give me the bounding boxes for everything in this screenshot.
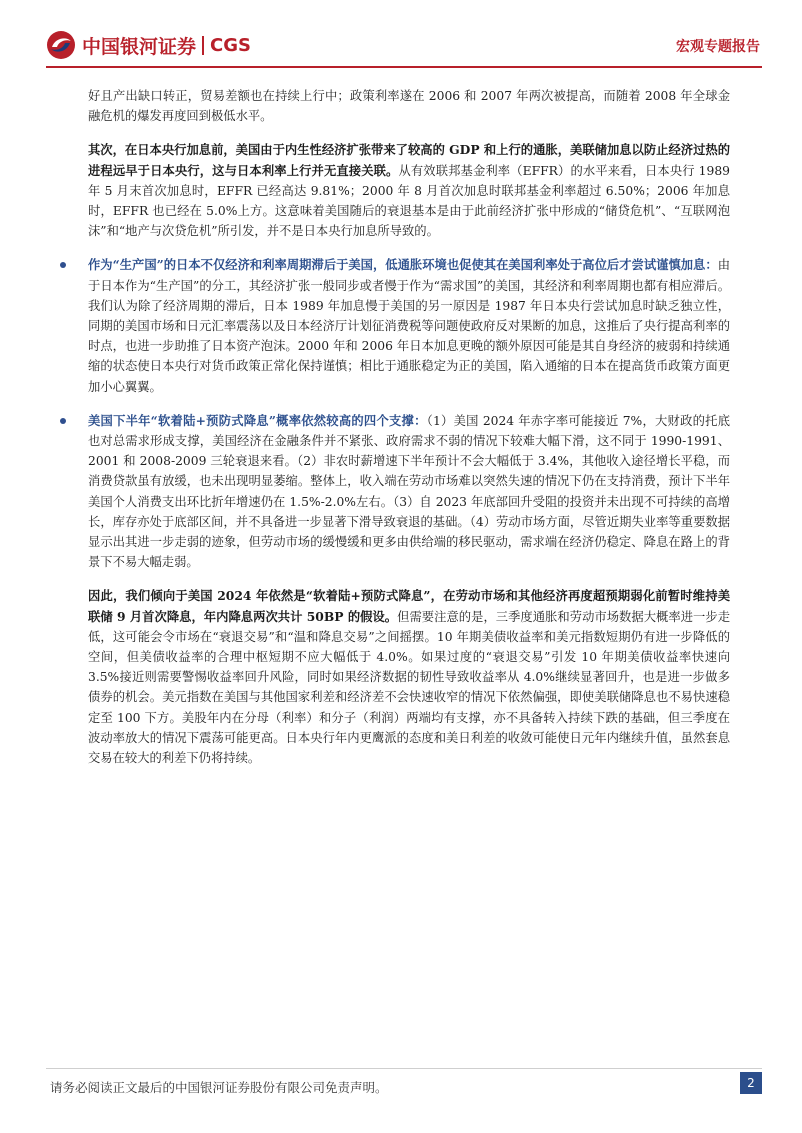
header-divider	[46, 66, 762, 68]
paragraph-1	[88, 86, 730, 126]
logo-english-name: CGS	[210, 34, 251, 56]
bullet-dot-icon	[60, 418, 66, 424]
logo-divider	[202, 36, 204, 55]
main-content	[88, 86, 730, 782]
bullet-lead: 作为“生产国”的日本不仅经济和利率周期滞后于美国，低通胀环境也促使其在美国利率处于高位后才尝试谨慎加息：	[88, 257, 718, 273]
footer-disclaimer: 请务必阅读正文最后的中国银河证券股份有限公司免责声明。	[50, 1080, 388, 1095]
conclusion-body: 但需要注意的是，三季度通胀和劳动市场数据大概率进一步走低，这可能会令市场在“衰退交易”和“温和降息交易”之间摇摆。10 年期美债收益率和美元指数短期仍有进一步降低的空间，但美债收益率的合理中枢短期不应大幅低于 4.0%。如果过度的“衰退交易”引发 10 年期美债收益率快速向 3.5%接近则需要警惕收益率回升风险，同时如果经济数据的韧性导致收益率从 4.0%继续显著回升，也是进一步做多债券的机会。美元指数在美国与其他国家利差和经济差不会快速收窄的情况下依然偏强，即使美联储降息也不易快速稳定至 100 下方。美股年内在分母（利率）和分子（利润）两端均有支撑，亦不具备转入持续下跌的基础，但三季度在波动率放大的情况下震荡可能更高。日本央行年内更鹰派的态度和美日利差的收敛可能使日元年内继续升值，虽然套息交易在较大的利差下仍将持续。	[88, 609, 730, 766]
company-logo	[46, 30, 251, 60]
page-number: 2	[740, 1072, 762, 1094]
paragraph-body: 好且产出缺口转正，贸易差额也在持续上行中；政策利率遂在 2006 和 2007 年两次被提高，而随着 2008 年全球金融危机的爆发再度回到极低水平。	[88, 89, 730, 124]
report-type-label: 宏观专题报告	[676, 39, 760, 55]
cgs-logo-icon	[46, 30, 76, 60]
logo-chinese-name: 中国银河证券	[82, 35, 197, 58]
paragraph-lead: 其次，在日本央行加息前，美国由于内生性经济扩张带来了较高的 GDP 和上行的通胀，美联储加息以防止经济过热的进程远早于日本央行，这与日本利率上行并无直接关联。	[88, 142, 730, 178]
conclusion-lead: 因此，我们倾向于美国 2024 年依然是“软着陆+预防式降息”，在劳动市场和其他经济再度超预期弱化前暂时维持美联储 9 月首次降息，年内降息两次共计 50BP 的假设。	[88, 588, 730, 624]
bullet-item-us-soft-landing	[88, 411, 730, 573]
bullet-lead: 美国下半年“软着陆+预防式降息”概率依然较高的四个支撑：	[88, 412, 427, 428]
bullet-item-japan-cycle	[88, 255, 730, 396]
page-header	[0, 0, 802, 64]
bullet-dot-icon	[60, 262, 66, 268]
footer-divider	[46, 1068, 762, 1069]
bullet-body: （1）美国 2024 年赤字率可能接近 7%，大财政的托底也对总需求形成支撑，美国经济在金融条件并不紧张、政府需求不弱的情况下较难大幅下滑，这不同于 1990-1991、2001 和 2008-2009 三轮衰退来看。（2）非农时薪增速下半年预计不会大幅低于 3.4%，其他收入途径增长平稳，而消费贷款虽有放缓，也未出现明显萎缩。整体上，收入端在劳动市场难以突然失速的情况下仍在支持消费，预计下半年美国个人消费支出环比折年增速仍在 1.5%-2.0%左右。（3）自 2023 年底部回升受阻的投资并未出现不可持续的高增长，库存亦处于底部区间，并不具备进一步显著下滑导致衰退的基础。（4）劳动市场方面，尽管近期失业率等重要数据显示出其进一步走弱的迹象，但劳动市场的缓慢缓和更多由供给端的移民驱动，需求端在经济仍稳定、降息在路上的背景下不易大幅走弱。	[88, 413, 730, 570]
conclusion-paragraph	[88, 586, 730, 768]
bullet-body: 由于日本作为“生产国”的分工，其经济扩张一般同步或者慢于作为“需求国”的美国，其经济和利率周期也都有相应滞后。我们认为除了经济周期的滞后，日本 1989 年加息慢于美国的另一原因是 1987 年日本央行尝试加息时缺乏独立性，同期的美国市场和日元汇率震荡以及日本经济厅计划征消费税等问题使政府反对果断的加息，这推后了央行提高利率的时点，也进一步助推了日本资产泡沫。2000 年和 2006 年日本加息更晚的额外原因可能是其自身经济的疲弱和持续通缩的状态使日本央行对货币政策正常化保持谨慎；相比于通胀稳定为正的美国，陷入通缩的日本在提高货币政策方面更加小心翼翼。	[88, 258, 730, 394]
paragraph-2	[88, 140, 730, 241]
paragraph-body: 从有效联邦基金利率（EFFR）的水平来看，日本央行 1989 年 5 月末首次加息时，EFFR 已经高达 9.81%；2000 年 8 月首次加息时联邦基金利率超过 6.50%；2006 年加息时，EFFR 也已经在 5.0%上方。这意味着美国随后的衰退基本是由于此前经济扩张中形成的“储贷危机”、“互联网泡沫”和“地产与次贷危机”所引发，并不是日本央行加息所导致的。	[88, 163, 730, 239]
